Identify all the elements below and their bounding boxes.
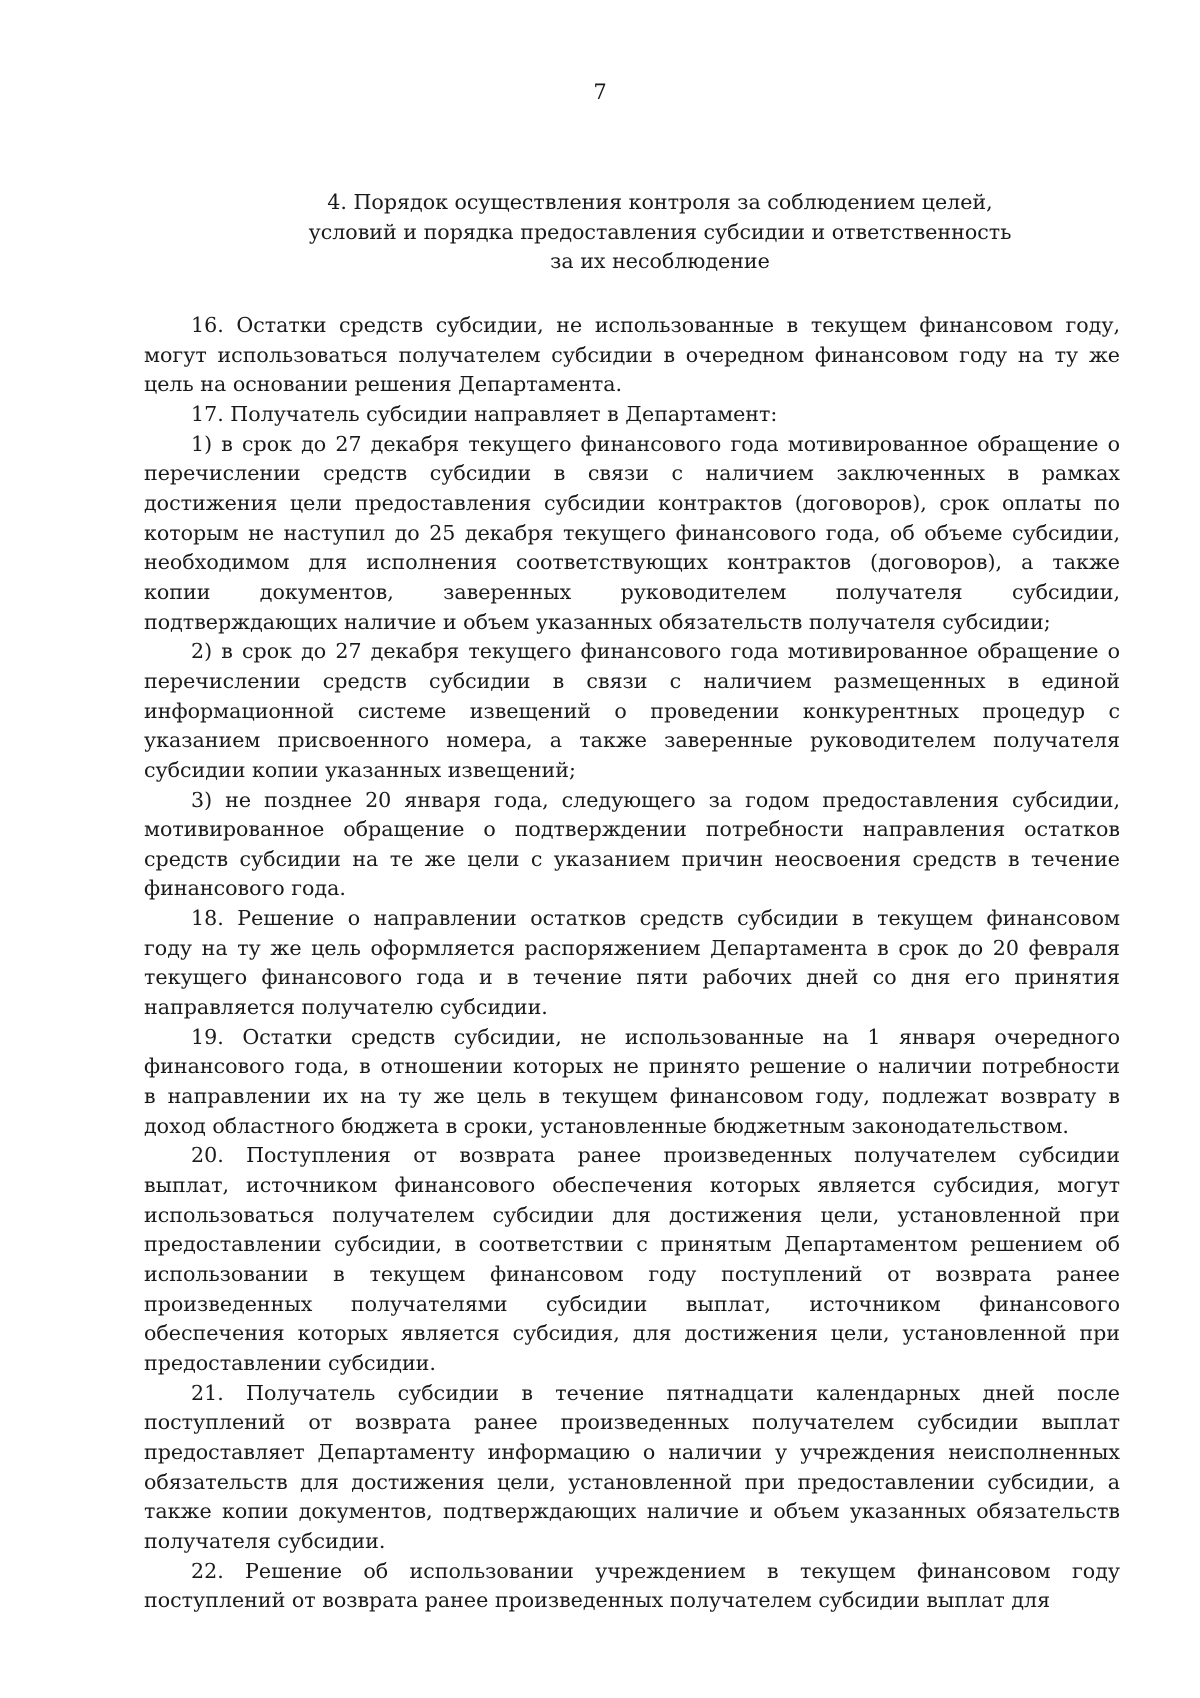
paragraph-line: перечислении средств субсидии в связи с наличием размещенных в единой bbox=[144, 668, 1120, 693]
paragraph-line: 16. Остатки средств субсидии, не использованные в текущем финансовом году, bbox=[191, 313, 1120, 337]
paragraph-line: текущего финансового года и в течение пяти рабочих дней со дня его принятия bbox=[144, 965, 1120, 990]
paragraph-line: использовании в текущем финансовом году поступлений от возврата ранее bbox=[144, 1262, 1120, 1286]
paragraph-line: произведенных получателями субсидии выплат, источником финансового bbox=[144, 1291, 1120, 1316]
section-title bbox=[290, 188, 1030, 277]
paragraph-line: поступлений от возврата ранее произведенных получателем субсидии выплат для bbox=[144, 1588, 1051, 1613]
paragraph-line: поступлений от возврата ранее произведенных получателем субсидии выплат bbox=[144, 1410, 1120, 1435]
paragraph-line: подтверждающих наличие и объем указанных обязательств получателя субсидии; bbox=[144, 609, 1051, 634]
paragraph-line: средств субсидии на те же цели с указанием причин неосвоения средств в течение bbox=[144, 846, 1120, 871]
section-title-line: за их несоблюдение bbox=[550, 249, 770, 273]
paragraph bbox=[144, 430, 1120, 638]
paragraph-line: которым не наступил до 25 декабря текущего финансового года, об объеме субсидии, bbox=[144, 520, 1120, 545]
document-body bbox=[144, 311, 1120, 1616]
paragraph-line: использоваться получателем субсидии для достижения цели, установленной при bbox=[144, 1202, 1120, 1227]
paragraph bbox=[144, 637, 1120, 785]
paragraph bbox=[144, 311, 1120, 400]
paragraph-line: 20. Поступления от возврата ранее произведенных получателем субсидии bbox=[191, 1143, 1120, 1168]
paragraph-line: 18. Решение о направлении остатков средств субсидии в текущем финансовом bbox=[191, 906, 1120, 931]
paragraph-line: 22. Решение об использовании учреждением в текущем финансовом году bbox=[191, 1558, 1120, 1583]
paragraph-line: необходимом для исполнения соответствующих контрактов (договоров), а также bbox=[144, 550, 1120, 575]
paragraph-line: копии документов, заверенных руководителем получателя субсидии, bbox=[144, 579, 1120, 604]
section-title-line: условий и порядка предоставления субсидии и ответственность bbox=[308, 219, 1012, 244]
paragraph-line: мотивированное обращение о подтверждении потребности направления остатков bbox=[144, 817, 1120, 842]
paragraph-line: 21. Получатель субсидии в течение пятнадцати календарных дней после bbox=[191, 1380, 1120, 1405]
paragraph bbox=[144, 400, 1120, 430]
paragraph-line: достижения цели предоставления субсидии контрактов (договоров), срок оплаты по bbox=[144, 490, 1120, 515]
paragraph-line: финансового года, в отношении которых не принято решение о наличии потребности bbox=[144, 1054, 1120, 1079]
paragraph bbox=[144, 786, 1120, 905]
paragraph bbox=[144, 1379, 1120, 1557]
paragraph bbox=[144, 1141, 1120, 1378]
paragraph bbox=[144, 904, 1120, 1023]
paragraph-line: также копии документов, подтверждающих наличие и объем указанных обязательств bbox=[144, 1499, 1120, 1524]
paragraph bbox=[144, 1557, 1120, 1616]
paragraph-line: обязательств для достижения цели, установленной при предоставлении субсидии, а bbox=[144, 1469, 1120, 1494]
paragraph-line: обеспечения которых является субсидия, для достижения цели, установленной при bbox=[144, 1321, 1120, 1346]
paragraph-line: направляется получателю субсидии. bbox=[144, 995, 548, 1020]
paragraph-line: могут использоваться получателем субсидии в очередном финансовом году на ту же bbox=[144, 342, 1120, 367]
paragraph-line: получателя субсидии. bbox=[144, 1528, 386, 1553]
paragraph-line: финансового года. bbox=[144, 876, 346, 901]
paragraph-line: доход областного бюджета в сроки, установленные бюджетным законодательством. bbox=[144, 1113, 1069, 1138]
paragraph-line: указанием присвоенного номера, а также заверенные руководителем получателя bbox=[144, 728, 1120, 753]
paragraph-line: перечислении средств субсидии в связи с наличием заключенных в рамках bbox=[144, 461, 1120, 486]
paragraph-line: году на ту же цель оформляется распоряжением Департамента в срок до 20 февраля bbox=[144, 935, 1120, 960]
paragraph-line: в направлении их на ту же цель в текущем финансовом году, подлежат возврату в bbox=[144, 1084, 1120, 1109]
paragraph-line: предоставлении субсидии. bbox=[144, 1350, 436, 1375]
paragraph-line: предоставлении субсидии, в соответствии с принятым Департаментом решением об bbox=[144, 1232, 1120, 1257]
paragraph-line: цель на основании решения Департамента. bbox=[144, 372, 623, 397]
paragraph-line: 2) в срок до 27 декабря текущего финансового года мотивированное обращение о bbox=[191, 639, 1120, 664]
paragraph-line: выплат, источником финансового обеспечения которых является субсидия, могут bbox=[144, 1173, 1120, 1198]
paragraph-line: 3) не позднее 20 января года, следующего за годом предоставления субсидии, bbox=[191, 787, 1120, 812]
page-number: 7 bbox=[593, 80, 607, 104]
section-title-line: 4. Порядок осуществления контроля за соблюдением целей, bbox=[327, 190, 993, 214]
paragraph-line: 19. Остатки средств субсидии, не использованные на 1 января очередного bbox=[191, 1024, 1120, 1049]
paragraph bbox=[144, 1023, 1120, 1142]
paragraph-line: 17. Получатель субсидии направляет в Департамент: bbox=[191, 401, 778, 426]
paragraph-line: информационной системе извещений о проведении конкурентных процедур с bbox=[144, 698, 1120, 723]
paragraph-line: предоставляет Департаменту информацию о наличии у учреждения неисполненных bbox=[144, 1439, 1120, 1464]
paragraph-line: субсидии копии указанных извещений; bbox=[144, 757, 576, 782]
paragraph-line: 1) в срок до 27 декабря текущего финансового года мотивированное обращение о bbox=[191, 431, 1120, 456]
